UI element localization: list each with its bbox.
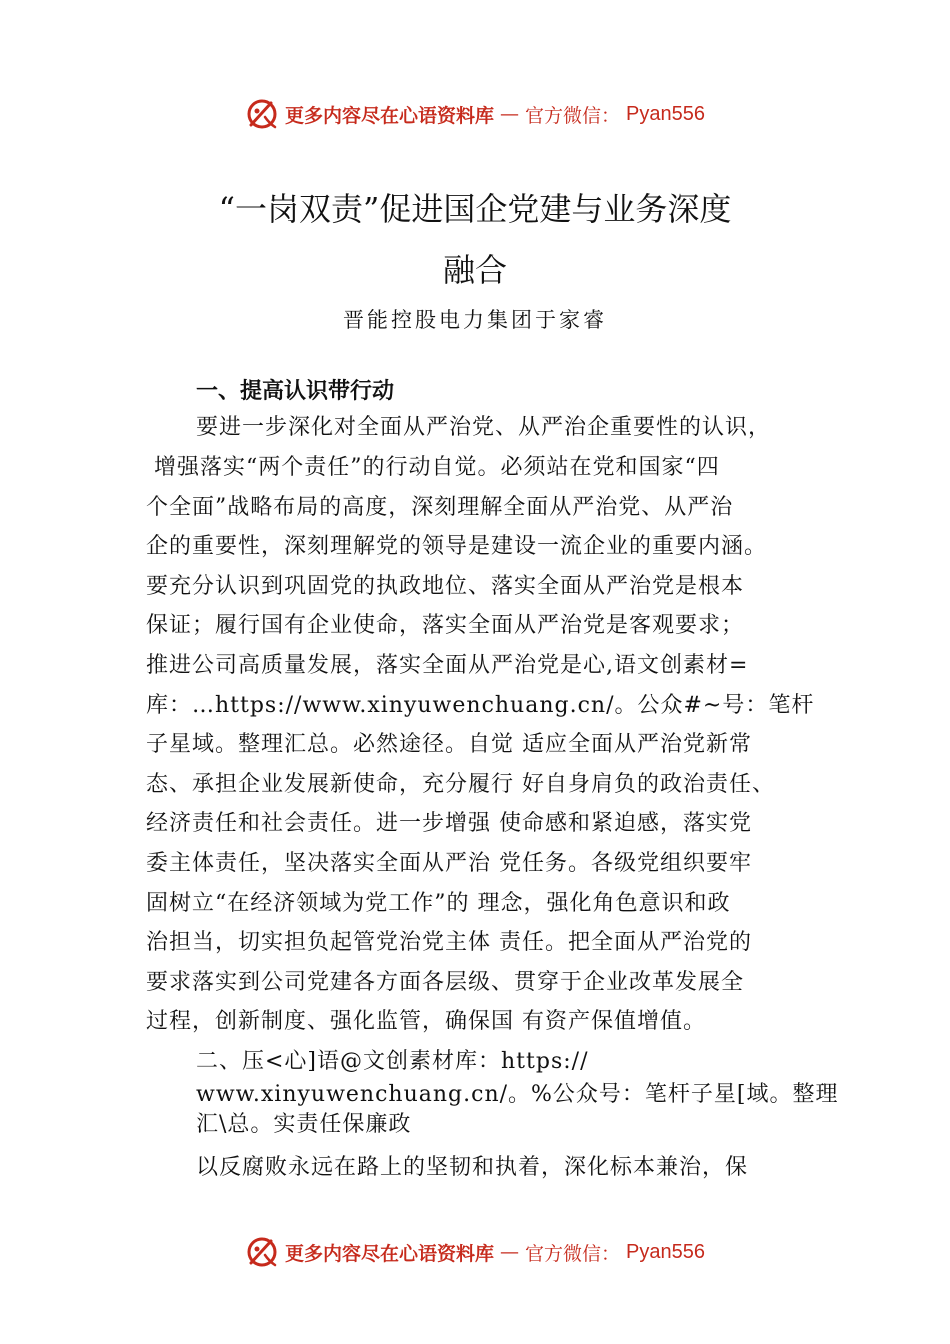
body-line-last: 以反腐败永远在路上的坚韧和执着，深化标本兼治，保 [196, 1155, 749, 1180]
footer-watermark-banner [0, 1232, 950, 1272]
document-title-line-2: 融合 [442, 251, 507, 289]
brush-logo-icon [245, 1235, 279, 1269]
header-watermark-banner [0, 94, 950, 134]
body-line: 经济责任和社会责任。进一步增强 使命感和紧迫感，落实党 [146, 811, 752, 836]
banner-brand-text: 更多内容尽在心语资料库 [285, 104, 495, 127]
body-line: 态、承担企业发展新使命，充分履行 好自身肩负的政治责任、 [146, 772, 775, 797]
body-line: 增强落实“两个责任”的行动自觉。必须站在党和国家“四 [154, 455, 720, 480]
body-line: 库：…https://www.xinyuwenchuang.cn/。公众#~号：笔杆 [146, 693, 815, 718]
body-line: 过程，创新制度、强化监管，确保国 有资产保值增值。 [146, 1009, 706, 1034]
body-line: 个全面”战略布局的高度，深刻理解全面从严治党、从严治 [146, 495, 734, 520]
body-line: 固树立“在经济领域为党工作”的 理念，强化角色意识和政 [146, 891, 731, 916]
body-line: 要求落实到公司党建各方面各层级、贯穿于企业改革发展全 [146, 970, 745, 995]
body-line: 子星域。整理汇总。必然途径。自觉 适应全面从严治党新常 [146, 732, 752, 757]
section-heading-2-line: 汇\总。实责任保廉政 [196, 1112, 412, 1137]
section-heading-2-line: www.xinyuwenchuang.cn/。%公众号：笔杆子星[域。整理 [196, 1082, 839, 1107]
banner-wechat-id: Pyan556 [626, 102, 705, 125]
banner-label: 官方微信： [525, 1242, 621, 1265]
body-line: 保证；履行国有企业使命，落实全面从严治党是客观要求； [146, 613, 745, 638]
body-line: 要进一步深化对全面从严治党、从严治企重要性的认识， [196, 415, 772, 440]
body-line: 企的重要性，深刻理解党的领导是建设一流企业的重要内涵。 [146, 534, 768, 559]
section-heading-1: 一、提高认识带行动 [196, 379, 395, 404]
body-line: 要充分认识到巩固党的执政地位、落实全面从严治党是根本 [146, 574, 745, 599]
banner-wechat-id: Pyan556 [626, 1240, 705, 1263]
document-title-line-1: “一岗双责”促进国企党建与业务深度 [218, 190, 732, 228]
banner-separator: — [500, 103, 520, 125]
body-line: 委主体责任，坚决落实全面从严治 党任务。各级党组织要牢 [146, 851, 752, 876]
banner-label: 官方微信： [525, 104, 621, 127]
section-heading-2-line: 二、压<心]语@文创素材库：https:// [196, 1049, 589, 1074]
body-line: 推进公司高质量发展，落实全面从严治党是心,语文创素材= [146, 653, 749, 678]
banner-separator: — [500, 1241, 520, 1263]
document-author: 晋能控股电力集团于家睿 [343, 308, 607, 332]
banner-brand-text: 更多内容尽在心语资料库 [285, 1242, 495, 1265]
body-line: 治担当，切实担负起管党治党主体 责任。把全面从严治党的 [146, 930, 752, 955]
brush-logo-icon [245, 97, 279, 131]
